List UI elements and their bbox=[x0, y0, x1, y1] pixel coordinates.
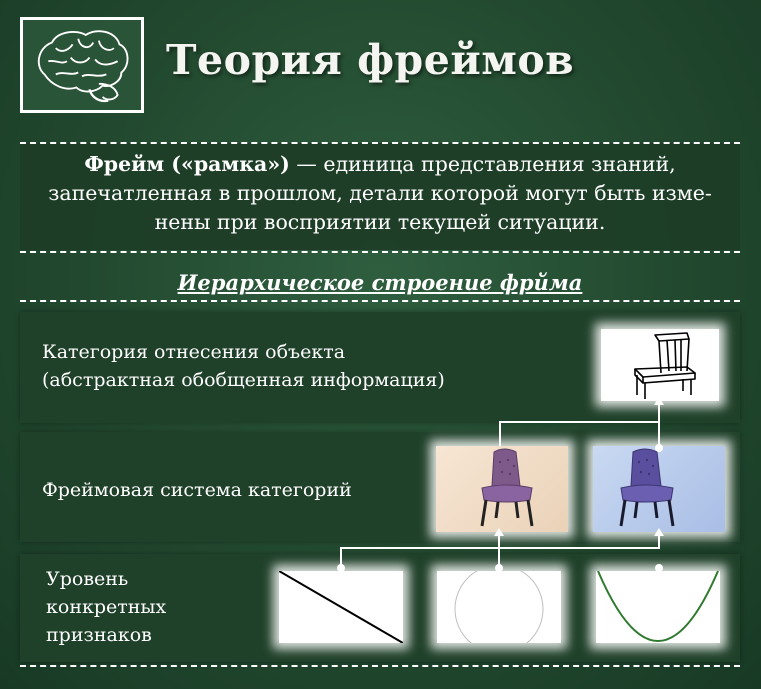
features-line: признаков bbox=[46, 624, 152, 646]
category-line: (абстрактная обобщенная информация) bbox=[42, 369, 445, 391]
category-line: Категория отнесения объекта bbox=[42, 341, 346, 363]
page-title: Теория фреймов bbox=[166, 36, 575, 84]
definition-rest: — единица представления знаний, bbox=[289, 152, 676, 176]
definition-line: запечатленная в прошлом, детали которой могут быть изме- bbox=[48, 181, 712, 205]
features-line: конкретных bbox=[46, 596, 167, 618]
frame-system-label: Фреймовая система категорий bbox=[42, 479, 352, 501]
hierarchy-subtitle: Иерархическое строение фрйма bbox=[177, 270, 583, 295]
definition-line: нены при восприятии текущей ситуации. bbox=[154, 210, 606, 234]
features-line: Уровень bbox=[46, 568, 129, 590]
definition-term: Фрейм («рамка») bbox=[84, 152, 290, 176]
